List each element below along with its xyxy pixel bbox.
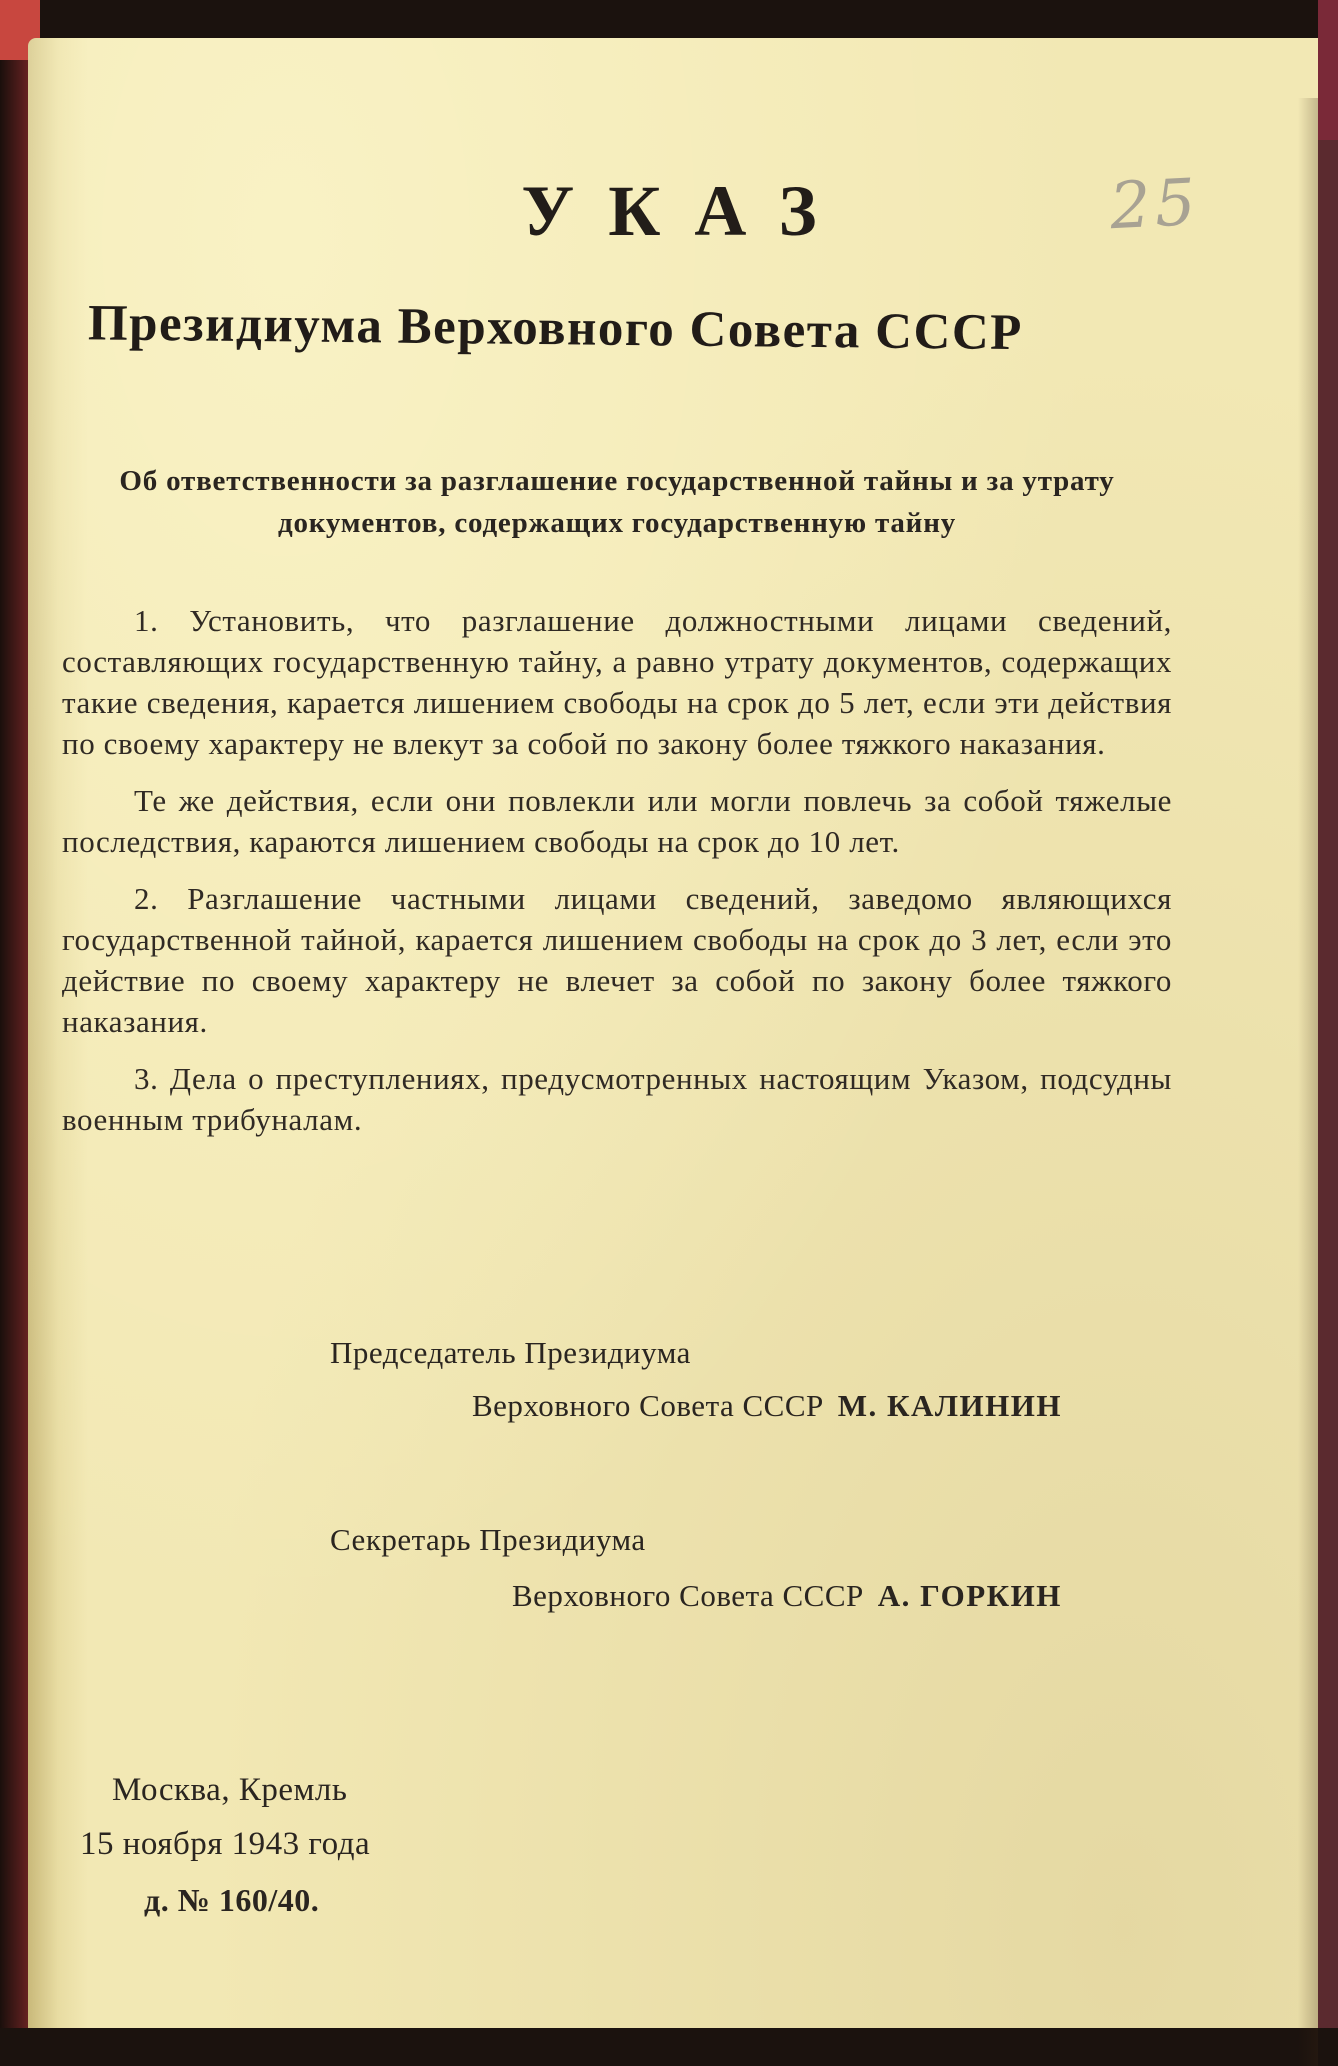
signature-2-position: Секретарь Президиума: [330, 1522, 646, 1557]
signature-2-position-cont: Верховного Совета СССР: [512, 1578, 864, 1613]
signature-1-position: Председатель Президиума: [330, 1335, 691, 1370]
paragraph-2: 2. Разглашение частными лицами сведений, заведомо являющихся государственной тайной, карается лишением свободы на срок до 3 лет, если это действие по своему характеру не влечет за собой по закону более тяжкого наказания.: [62, 881, 1172, 1039]
signature-1-line: [472, 1388, 1062, 1424]
signature-2-line: [512, 1578, 1062, 1614]
paragraph-3: 3. Дела о преступлениях, предусмотренных настоящим Указом, подсудны военным трибуналам.: [62, 1061, 1172, 1137]
binding-edge-accent: [1318, 0, 1338, 140]
decree-body: [62, 600, 1172, 1156]
signature-1-position-cont: Верховного Совета СССР: [472, 1388, 824, 1423]
paragraph-1: 1. Установить, что разглашение должностными лицами сведений, составляющих государственную тайну, а равно утрату документов, содержащих такие сведения, карается лишением свободы на срок до 5 лет, если эти действия по своему характеру не влекут за собой по закону более тяжкого наказания.: [62, 603, 1172, 761]
signature-1-name: М. КАЛИНИН: [837, 1388, 1062, 1423]
binding-edge: [1318, 0, 1338, 2028]
paragraph-1-continued: Те же действия, если они повлекли или могли повлечь за собой тяжелые последствия, караются лишением свободы на срок до 10 лет.: [62, 783, 1172, 859]
document-number: д. № 160/40.: [144, 1882, 320, 1918]
issue-date: 15 ноября 1943 года: [80, 1826, 371, 1862]
signature-2-name: А. ГОРКИН: [877, 1578, 1062, 1613]
document-title: УКАЗ: [521, 171, 851, 251]
issuer-title: Президиума Верховного Совета СССР: [87, 295, 1024, 362]
page-shadow: [1298, 98, 1318, 2066]
handwritten-page-number: 25: [1108, 165, 1202, 245]
issue-place: Москва, Кремль: [112, 1772, 348, 1808]
decree-heading: Об ответственности за разглашение государственной тайны и за утрату документов, содержащих государственную тайну: [119, 465, 1115, 539]
